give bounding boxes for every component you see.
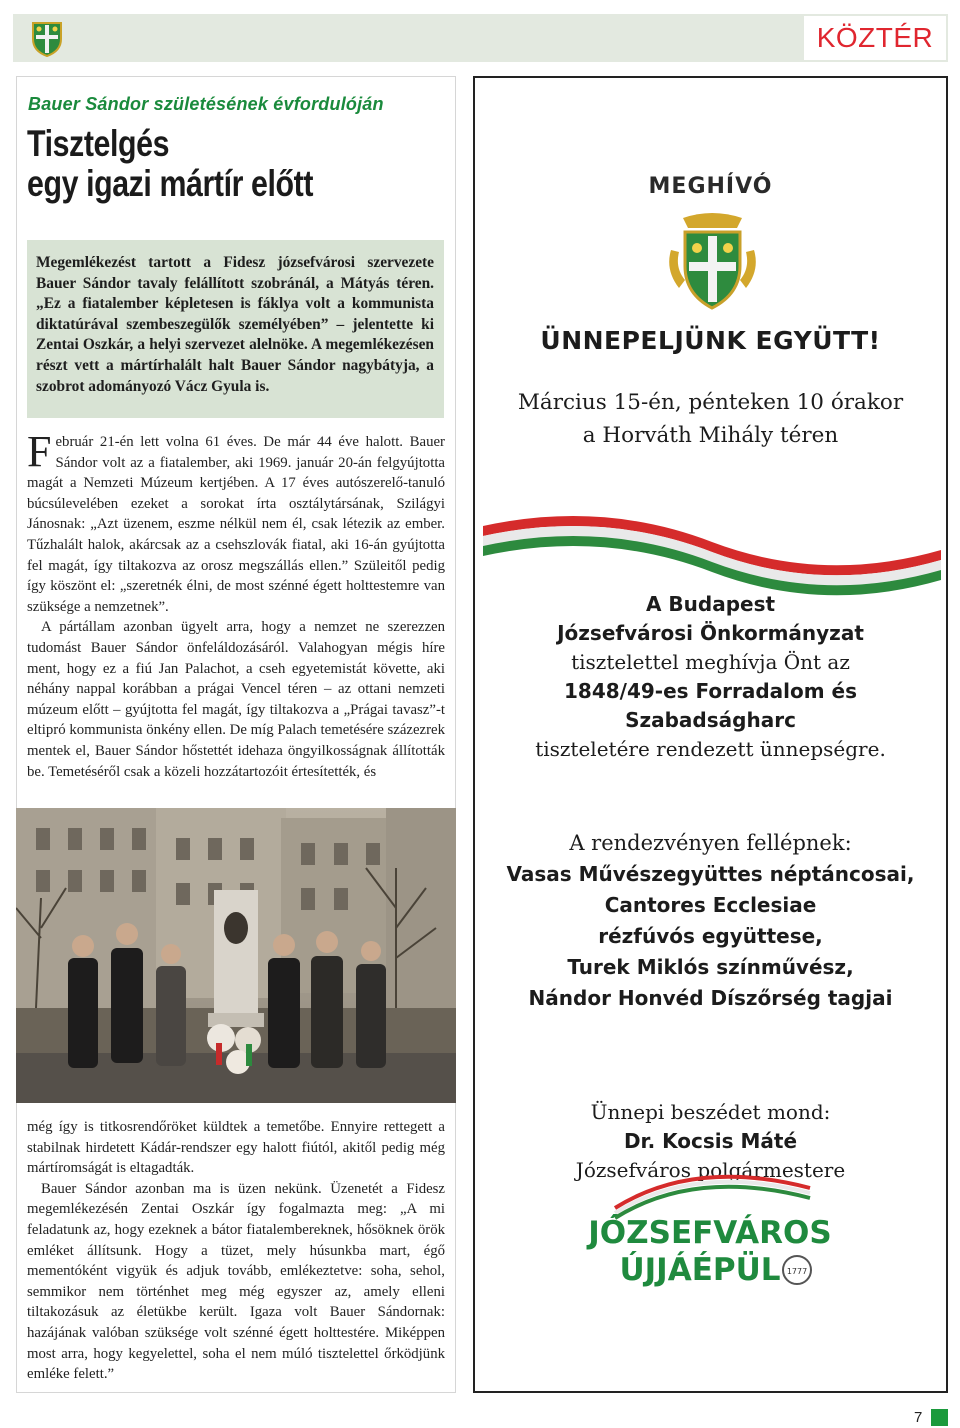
page-marker	[931, 1409, 948, 1426]
event-line-2: Szabadságharc	[625, 708, 796, 732]
headline-line-2: egy igazi mártír előtt	[27, 163, 314, 204]
tricolor-ribbon-icon	[483, 480, 941, 598]
invitation-performers	[475, 828, 946, 1014]
section-label-box	[804, 16, 946, 60]
paragraph-1-text: ebruár 21-én lett volna 61 éves. De már 44 éve halott. Bauer Sándor volt az a fiatalember, aki 1969. január 20-án felgyújtotta magát a Nemzeti Múzeum kertjében. A 17 éves autószerelő-tanuló búcsúlevelében ezeket a sorokat írta osztálytársának, Szilágyi Jánosnak: „Azt üzenem, eszme nélkül nem él, csak létezik az ember. Tűzhalált halok, akárcsak az a csehszlovák fiatal, aki 16-án gyújtotta fel magát, így tiltakozva az orosz megszállás ellen.” Szüleitől pedig így köszönt el: „szeretnék élni, de most szénné égett holttestemre van szüksége a nemzetnek”.	[27, 434, 445, 615]
speaker-title: Józsefváros polgármestere	[575, 1158, 846, 1182]
coat-of-arms-icon	[665, 210, 760, 312]
invitation-host-block	[475, 590, 946, 764]
jozsefvaros-ujjaepul-logo	[575, 1168, 845, 1298]
speech-heading: Ünnepi beszédet mond:	[590, 1100, 831, 1124]
invite-line: tisztelettel meghívja Önt az	[571, 650, 850, 674]
logo-line-1: JÓZSEFVÁROS	[588, 1215, 832, 1251]
event-line-3: tiszteletére rendezett ünnepségre.	[535, 737, 886, 761]
paragraph-2: A pártállam azonban ügyelt arra, hogy a nemzet ne szerezzen tudomást Bauer Sándor önfeláldozásáról. Valahogyan mégis híre ment, hogy ez a fiú Jan Palachot, a cseh egyetemistát követte, aki néhány nappal korábban a prágai Vencel téren – az ottani nemzeti múzeum előtt – gyújtotta fel magát, így tiltakozva a „Prágai tavasz”-t eltipró kommunista önkény ellen. De míg Palach temetésére százezrek mentek el, Bauer Sándor hőstettét idehaza öngyilkosságnak állították be. Temetéséről csak a közeli hozzátartozóit értesítették, és	[27, 619, 445, 780]
performer-item: Vasas Művészegyüttes néptáncosai,	[506, 862, 915, 886]
host-line-1: A Budapest	[645, 592, 776, 616]
invitation-poster	[473, 76, 948, 1393]
page-number: 7	[914, 1409, 923, 1426]
logo-line-2: ÚJJÁÉPÜL	[619, 1252, 781, 1288]
invitation-place: a Horváth Mihály téren	[582, 423, 839, 448]
article-body-top	[27, 427, 445, 782]
performers-heading: A rendezvényen fellépnek:	[569, 831, 852, 855]
page-header	[13, 14, 948, 62]
article-kicker: Bauer Sándor születésének évfordulóján	[28, 94, 384, 114]
article-lead: Megemlékezést tartott a Fidesz józsefvárosi szervezete Bauer Sándor tavaly felállított szobránál, a Mátyás téren. „Ez a fiatalember képletesen is fáklya volt a kommunista diktatúrával szembeszegülők személyében” – jelentette ki Zentai Oszkár, a helyi szervezet alelnöke. A megemlékezésen részt vett a mártírhalált halt Bauer Sándor nagybátyja, a szobrot adományozó Vácz Gyula is.	[36, 254, 434, 395]
performer-item: Cantores Ecclesiae	[604, 893, 817, 917]
invitation-celebrate: ÜNNEPELJÜNK EGYÜTT!	[540, 326, 881, 355]
event-line-1: 1848/49-es Forradalom és	[563, 679, 858, 703]
speaker-name: Dr. Kocsis Máté	[623, 1129, 798, 1153]
invitation-date: Március 15-én, pénteken 10 órakor	[517, 390, 904, 415]
logo-badge: 1777	[786, 1267, 808, 1276]
photo-illustration	[16, 808, 456, 1103]
article-paragraph	[27, 427, 445, 617]
article-headline	[27, 124, 371, 204]
drop-cap: F	[27, 427, 52, 476]
invitation-title: MEGHÍVÓ	[648, 174, 773, 199]
headline-line-1: Tisztelgés	[27, 123, 170, 164]
memorial-ceremony-photo	[16, 808, 456, 1103]
performer-item: rézfúvós együttese,	[598, 924, 823, 948]
host-line-2: Józsefvárosi Önkormányzat	[557, 621, 864, 645]
invitation-datetime	[475, 386, 946, 452]
paragraph-3: még így is titkosrendőröket küldtek a temetőbe. Ennyire rettegett a stabilnak hirdetett Kádár-rendszer egy halott fiútól, akitől pedig még mártíromságát is eltagadták.	[27, 1119, 445, 1177]
lead-box	[27, 240, 444, 418]
district-coat-of-arms-icon	[29, 19, 65, 57]
section-label: KÖZTÉR	[816, 22, 934, 53]
paragraph-4: Bauer Sándor azonban ma is üzen nekünk. Üzenetét a Fidesz megemlékezésén Zentai Oszkár így fogalmazta meg: „A mi feladatunk az, hogy ezeknek a bátor fiatalembereknek, hősöknek örök emléket állítsunk. Hogy a tüzet, mely húsunkba mart, égő mementóként vigyük és adjuk tovább, emlékeztetve: soha, sehol, semmikor nem történhet meg még egyszer az, amely elleni tiltakozásuk az életükbe került. Igaza volt Bauer Sándornak: hazájának valóban szüksége volt szénné égett holttestére. Miképpen most arra, hogy kegyelettel, soha el nem múló tisztelettel őrködjünk emléke felett.”	[27, 1180, 445, 1383]
performer-item: Turek Miklós színművész,	[567, 955, 854, 979]
performer-item: Nándor Honvéd Díszőrség tagjai	[528, 986, 893, 1010]
article-body-bottom	[27, 1117, 445, 1385]
